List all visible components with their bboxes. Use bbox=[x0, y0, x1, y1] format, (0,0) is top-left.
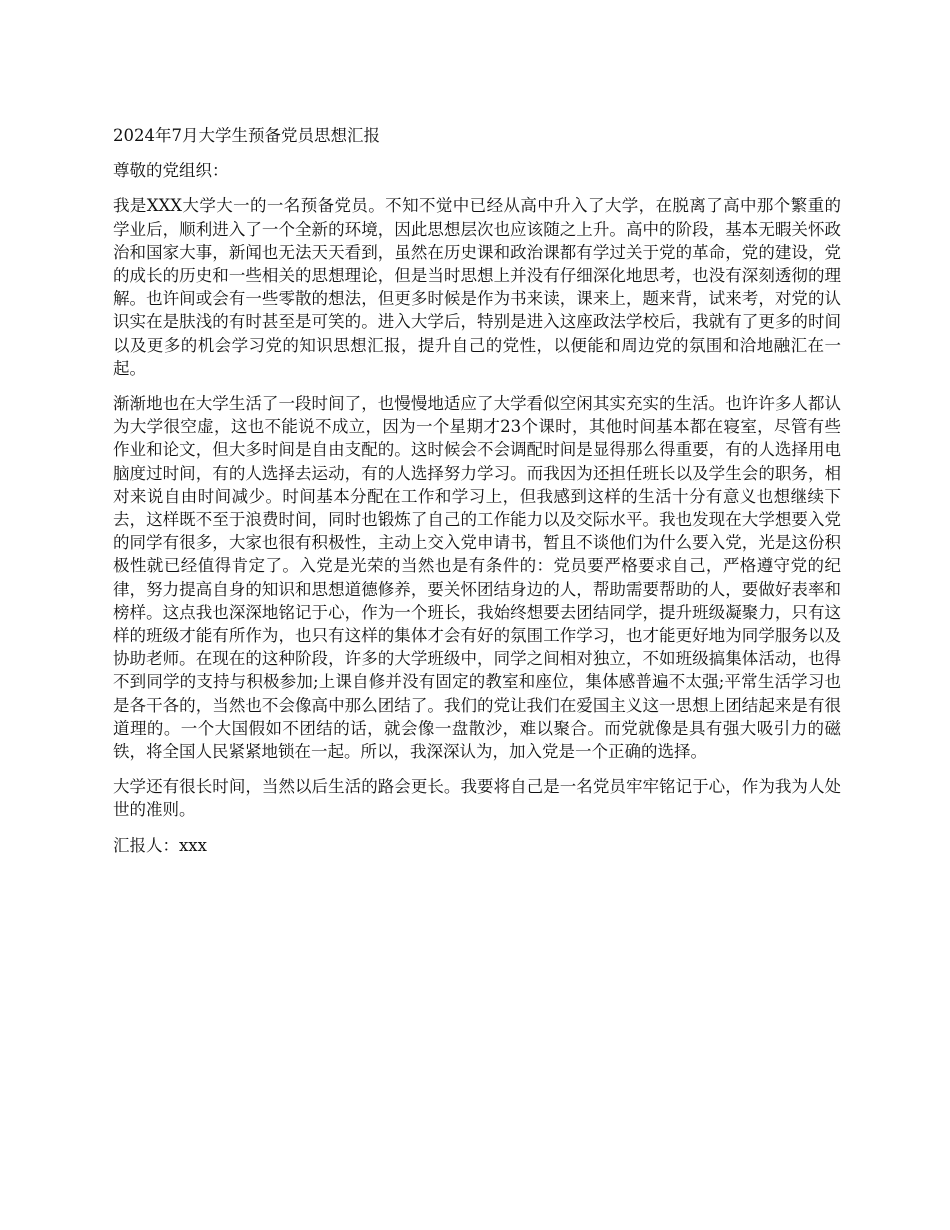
paragraph-1: 我是XXX大学大一的一名预备党员。不知不觉中已经从高中升入了大学，在脱离了高中那个繁重的学业后，顺利进入了一个全新的环境，因此思想层次也应该随之上升。高中的阶段，基本无暇关怀政治和国家大事，新闻也无法天天看到，虽然在历史课和政治课都有学过关于党的革命，党的建设，党的成长的历史和一些相关的思想理论，但是当时思想上并没有仔细深化地思考，也没有深刻透彻的理解。也许间或会有一些零散的想法，但更多时候是作为书来读，课来上，题来背，试来考，对党的认识实在是肤浅的有时甚至是可笑的。进入大学后，特别是进入这座政法学校后，我就有了更多的时间以及更多的机会学习党的知识思想汇报，提升自己的党性，以便能和周边党的氛围和洽地融汇在一起。 bbox=[113, 196, 841, 378]
document-title: 2024年7月大学生预备党员思想汇报 bbox=[113, 126, 380, 145]
salutation: 尊敬的党组织： bbox=[113, 161, 229, 181]
paragraph-2: 渐渐地也在大学生活了一段时间了，也慢慢地适应了大学看似空闲其实充实的生活。也许许多人都认为大学很空虚，这也不能说不成立，因为一个星期才23个课时，其他时间基本都在寝室，尽管有些作业和论文，但大多时间是自由支配的。这时候会不会调配时间是显得那么得重要，有的人选择用电脑度过时间，有的人选择去运动，有的人选择努力学习。而我因为还担任班长以及学生会的职务，相对来说自由时间减少。时间基本分配在工作和学习上，但我感到这样的生活十分有意义也想继续下去，这样既不至于浪费时间，同时也锻炼了自己的工作能力以及交际水平。我也发现在大学想要入党的同学有很多，大家也很有积极性，主动上交入党申请书，暂且不谈他们为什么要入党，光是这份积极性就已经值得肯定了。入党是光荣的当然也是有条件的：党员要严格要求自己，严格遵守党的纪律，努力提高自身的知识和思想道德修养，要关怀团结身边的人，帮助需要帮助的人，要做好表率和榜样。这点我也深深地铭记于心，作为一个班长，我始终想要去团结同学，提升班级凝聚力，只有这样的班级才能有所作为，也只有这样的集体才会有好的氛围工作学习，也才能更好地为同学服务以及协助老师。在现在的这种阶段，许多的大学班级中，同学之间相对独立，不如班级搞集体活动，也得不到同学的支持与积极参加;上课自修并没有固定的教室和座位，集体感普遍不太强;平常生活学习也是各干各的，当然也不会像高中那么团结了。我们的党让我们在爱国主义这一思想上团结起来是有很道理的。一个大国假如不团结的话，就会像一盘散沙，难以聚合。而党就像是具有强大吸引力的磁铁，将全国人民紧紧地锁在一起。所以，我深深认为，加入党是一个正确的选择。 bbox=[113, 394, 841, 762]
document-page bbox=[113, 124, 841, 869]
signature: 汇报人：xxx bbox=[113, 835, 207, 855]
paragraph-3: 大学还有很长时间，当然以后生活的路会更长。我要将自己是一名党员牢牢铭记于心，作为我为人处世的准则。 bbox=[113, 777, 841, 820]
